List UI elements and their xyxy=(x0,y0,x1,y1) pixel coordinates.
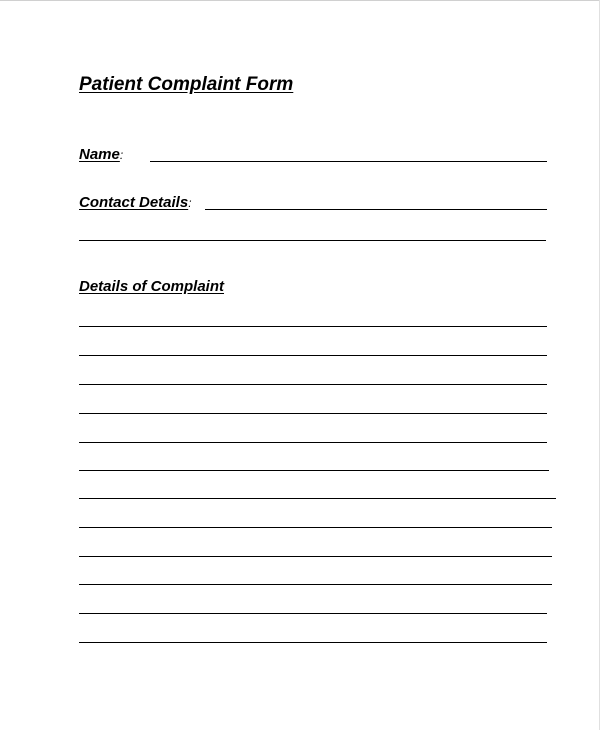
complaint-line-11[interactable] xyxy=(79,613,547,614)
contact-details-line-1[interactable] xyxy=(205,209,547,210)
contact-details-colon: : xyxy=(188,196,192,210)
name-field-line[interactable] xyxy=(150,161,547,162)
complaint-line-6b[interactable] xyxy=(115,470,549,471)
name-label xyxy=(79,146,123,163)
complaint-line-8[interactable] xyxy=(79,527,552,528)
complaint-line-7a[interactable] xyxy=(79,498,115,499)
complaint-line-4[interactable] xyxy=(79,413,547,414)
complaint-line-2[interactable] xyxy=(79,355,547,356)
complaint-line-12[interactable] xyxy=(79,642,547,643)
page-border-top xyxy=(0,0,600,1)
contact-details-label xyxy=(79,194,192,211)
complaint-line-10[interactable] xyxy=(79,584,552,585)
complaint-line-6a[interactable] xyxy=(79,470,115,471)
name-colon: : xyxy=(119,148,124,162)
form-title: Patient Complaint Form xyxy=(79,74,294,95)
complaint-line-9[interactable] xyxy=(79,556,552,557)
complaint-line-5[interactable] xyxy=(79,442,547,443)
complaint-details-label: Details of Complaint xyxy=(79,278,225,295)
name-label-text: Name xyxy=(79,146,120,163)
complaint-line-7b[interactable] xyxy=(115,498,556,499)
contact-details-line-2b[interactable] xyxy=(439,240,546,241)
complaint-line-1[interactable] xyxy=(79,326,547,327)
contact-details-line-2a[interactable] xyxy=(79,240,439,241)
contact-details-label-text: Contact Details xyxy=(79,194,189,211)
complaint-line-3[interactable] xyxy=(79,384,547,385)
